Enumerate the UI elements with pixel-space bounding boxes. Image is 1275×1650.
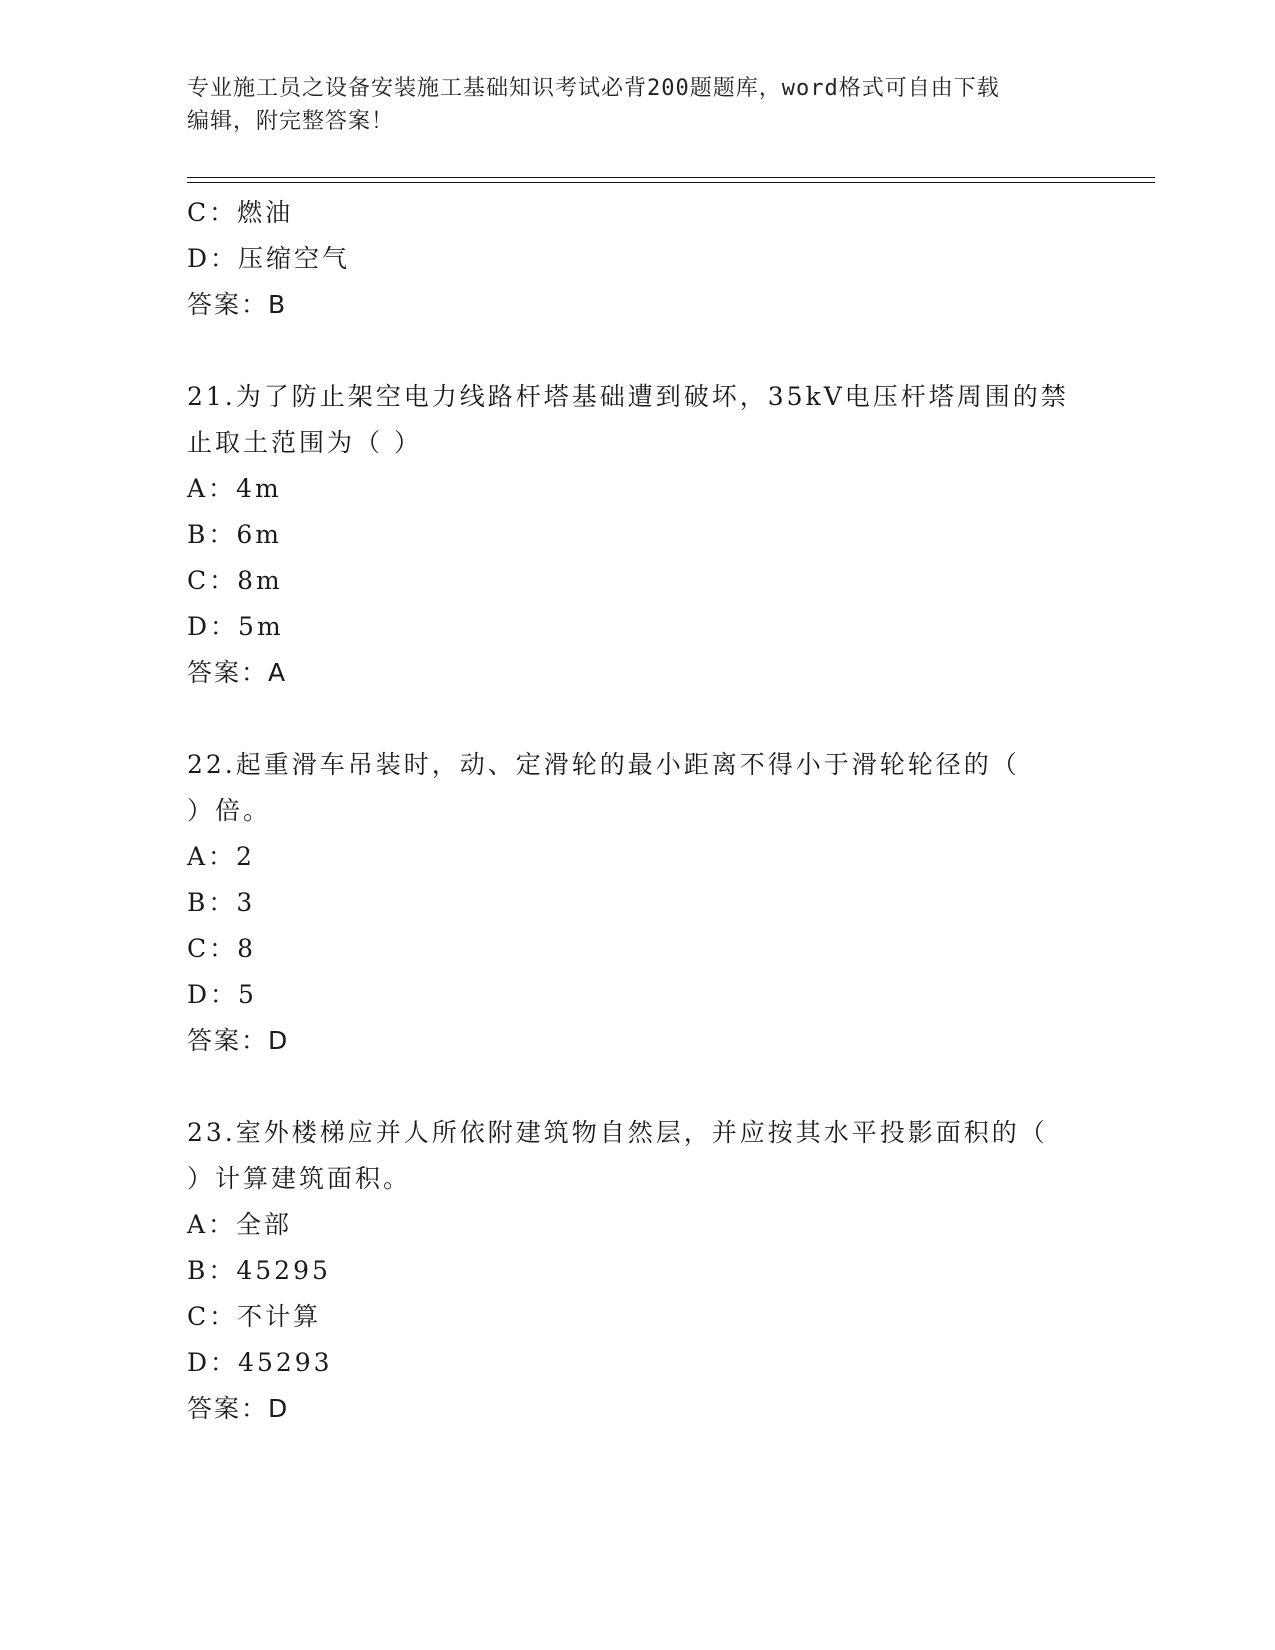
question-23 [187, 1110, 1087, 1432]
spacer [187, 328, 1087, 374]
question-21 [187, 374, 1087, 696]
option-b: B：3 [187, 888, 256, 917]
question-stem-line-1: 21.为了防止架空电力线路杆塔基础遭到破坏，35kV电压杆塔周围的禁 [187, 382, 1069, 411]
header-title-line-2: 编辑，附完整答案！ [187, 109, 395, 134]
option-a: A：4m [187, 474, 282, 503]
option-c: C：8 [187, 934, 257, 963]
document-body [187, 190, 1087, 1432]
option-d: D：压缩空气 [187, 244, 351, 273]
question-22 [187, 742, 1087, 1064]
question-stem-line-2: ）倍。 [187, 796, 272, 825]
answer-line: 答案：B [187, 290, 288, 319]
header-divider-bottom [187, 182, 1155, 183]
answer-line: 答案：D [187, 1394, 290, 1423]
spacer [187, 696, 1087, 742]
answer-line: 答案：D [187, 1026, 290, 1055]
question-stem-line-2: 止取土范围为（ ） [187, 428, 422, 457]
document-header [187, 72, 1087, 138]
option-a: A：2 [187, 842, 255, 871]
option-c: C：不计算 [187, 1302, 322, 1331]
previous-question-fragment [187, 190, 1087, 328]
header-title-line-1: 专业施工员之设备安装施工基础知识考试必背200题题库，word格式可自由下载 [187, 76, 1000, 101]
option-a: A：全部 [187, 1210, 293, 1239]
option-c: C：8m [187, 566, 283, 595]
answer-line: 答案：A [187, 658, 288, 687]
question-stem-line-1: 23.室外楼梯应并人所依附建筑物自然层，并应按其水平投影面积的（ [187, 1118, 1048, 1147]
question-stem-line-2: ）计算建筑面积。 [187, 1164, 412, 1193]
option-d: D：45293 [187, 1348, 333, 1377]
header-divider-top [187, 177, 1155, 178]
question-stem-line-1: 22.起重滑车吊装时，动、定滑轮的最小距离不得小于滑轮轮径的（ [187, 750, 1020, 779]
option-d: D：5 [187, 980, 257, 1009]
option-b: B：6m [187, 520, 282, 549]
option-d: D：5m [187, 612, 284, 641]
spacer [187, 1064, 1087, 1110]
option-c: C：燃油 [187, 198, 294, 227]
option-b: B：45295 [187, 1256, 331, 1285]
